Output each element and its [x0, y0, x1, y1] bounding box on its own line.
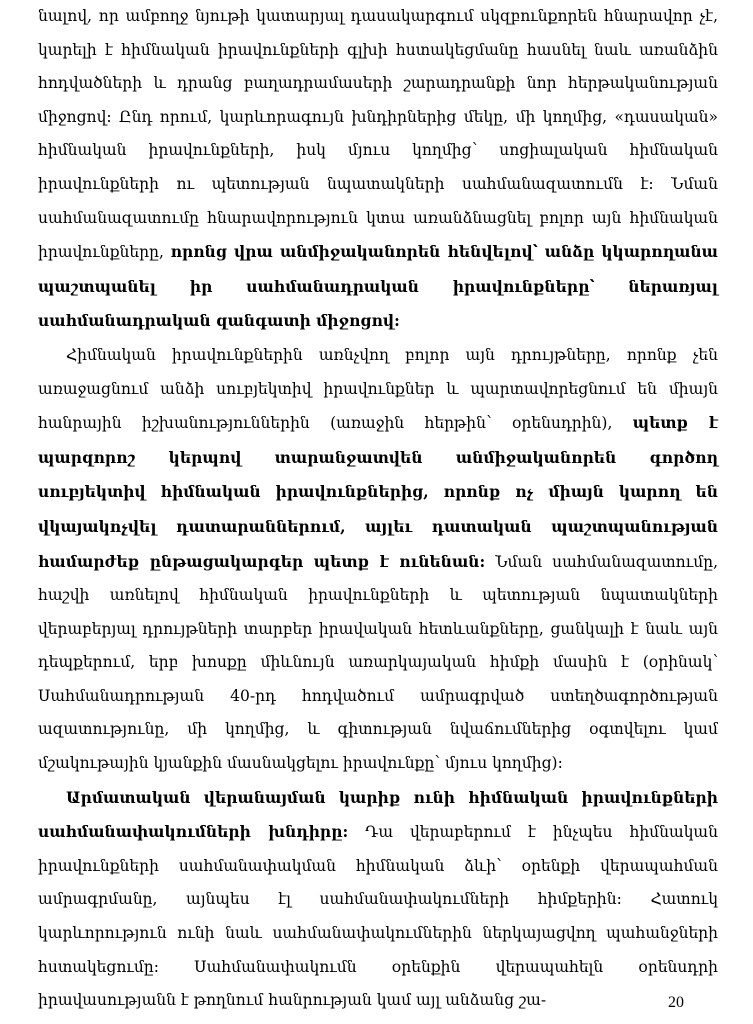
- bold-text-run: պետք է պարզորոշ կերպով տարանջատվեն անմիջականորեն գործող սուբյեկտիվ հիմնական իրավունքներից, որոնք ոչ միայն կարող են վկայակոչվել դատարաններում, այլեւ դատական պաշտպանության համարժեք ընթացակարգեր պետք է ունենան:: [38, 413, 718, 571]
- text-run: նալով, որ ամբողջ նյութի կատարյալ դասակարգում սկզբունքորեն հնարավոր չէ, կարելի է հիմնական իրավունքների գլխի հստակեցմանը հասնել նաև առանձին հոդվածների և դրանց բաղադրամասերի շարադրանքի նոր հերթականության միջոցով: Ընդ որում, կարևորագույն խնդիրներից մեկը, մի կողմից, «դասական» հիմնական իրավունքների, իսկ մյուս կողմից՝ սոցիալական հիմնական իրավունքների ու պետության նպատակների սահմանազատումն է: Նման սահմանազատումը հնարավորություն կտա առանձնացնել բոլոր այն հիմնական իրավունքները,: [38, 7, 718, 262]
- text-run: Դա վերաբերում է ինչպես հիմնական իրավունքների սահմանափակման հիմնական ձևի՝ օրենքի վերապահման ամրագրմանը, այնպես էլ սահմանափակումների հիմքերին: Հատուկ կարևորություն ունի նաև սահմանափակումներին ներկայացվող պահանջների հստակեցումը: Սահմանափակումն օրենքին վերապահելն օրենսդրի իրավասությանն է թողնում հանրության կամ այլ անձանց շա-: [38, 823, 718, 1010]
- text-run: Նման սահմանազատումը, հաշվի առնելով հիմնական իրավունքների և պետության նպատակների վերաբերյալ դրույթների տարբեր իրավական հետևանքները, ցանկալի է նաև այն դեպքերում, երբ խոսքը միևնույն առարկայական հիմքի մասին է (օրինակ՝ Սահմանադրության 40-րդ հոդվածում ամրագրված ստեղծագործության ազատությունը, մի կողմից, և գիտության նվաճումներից օգտվելու կամ մշակութային կյանքին մասնակցելու իրավունքը՝ մյուս կողմից):: [38, 552, 718, 773]
- bold-text-run: որոնց վրա անմիջականորեն հենվելով՝ անձը կկարողանա պաշտպանել իր սահմանադրական իրավունքները՝ ներառյալ սահմանադրական զանգատի միջոցով:: [38, 242, 719, 331]
- page-number: 20: [668, 994, 684, 1011]
- paragraph: [38, 781, 718, 1018]
- paragraph: [38, 0, 718, 339]
- document-page: [38, 0, 718, 1024]
- paragraph: [38, 339, 718, 781]
- text-run: Հիմնական իրավունքներին առնչվող բոլոր այն դրույթները, որոնք չեն առաջացնում անձի սուբյեկտիվ իրավունքներ և պարտավորեցնում են միայն հանրային իշխանություններին (առաջին հերթին՝ օրենսդրին),: [38, 345, 718, 433]
- bold-text-run: Արմատական վերանայման կարիք ունի հիմնական իրավունքների սահմանափակումների խնդիրը:: [38, 787, 718, 842]
- body-text: [38, 0, 718, 1018]
